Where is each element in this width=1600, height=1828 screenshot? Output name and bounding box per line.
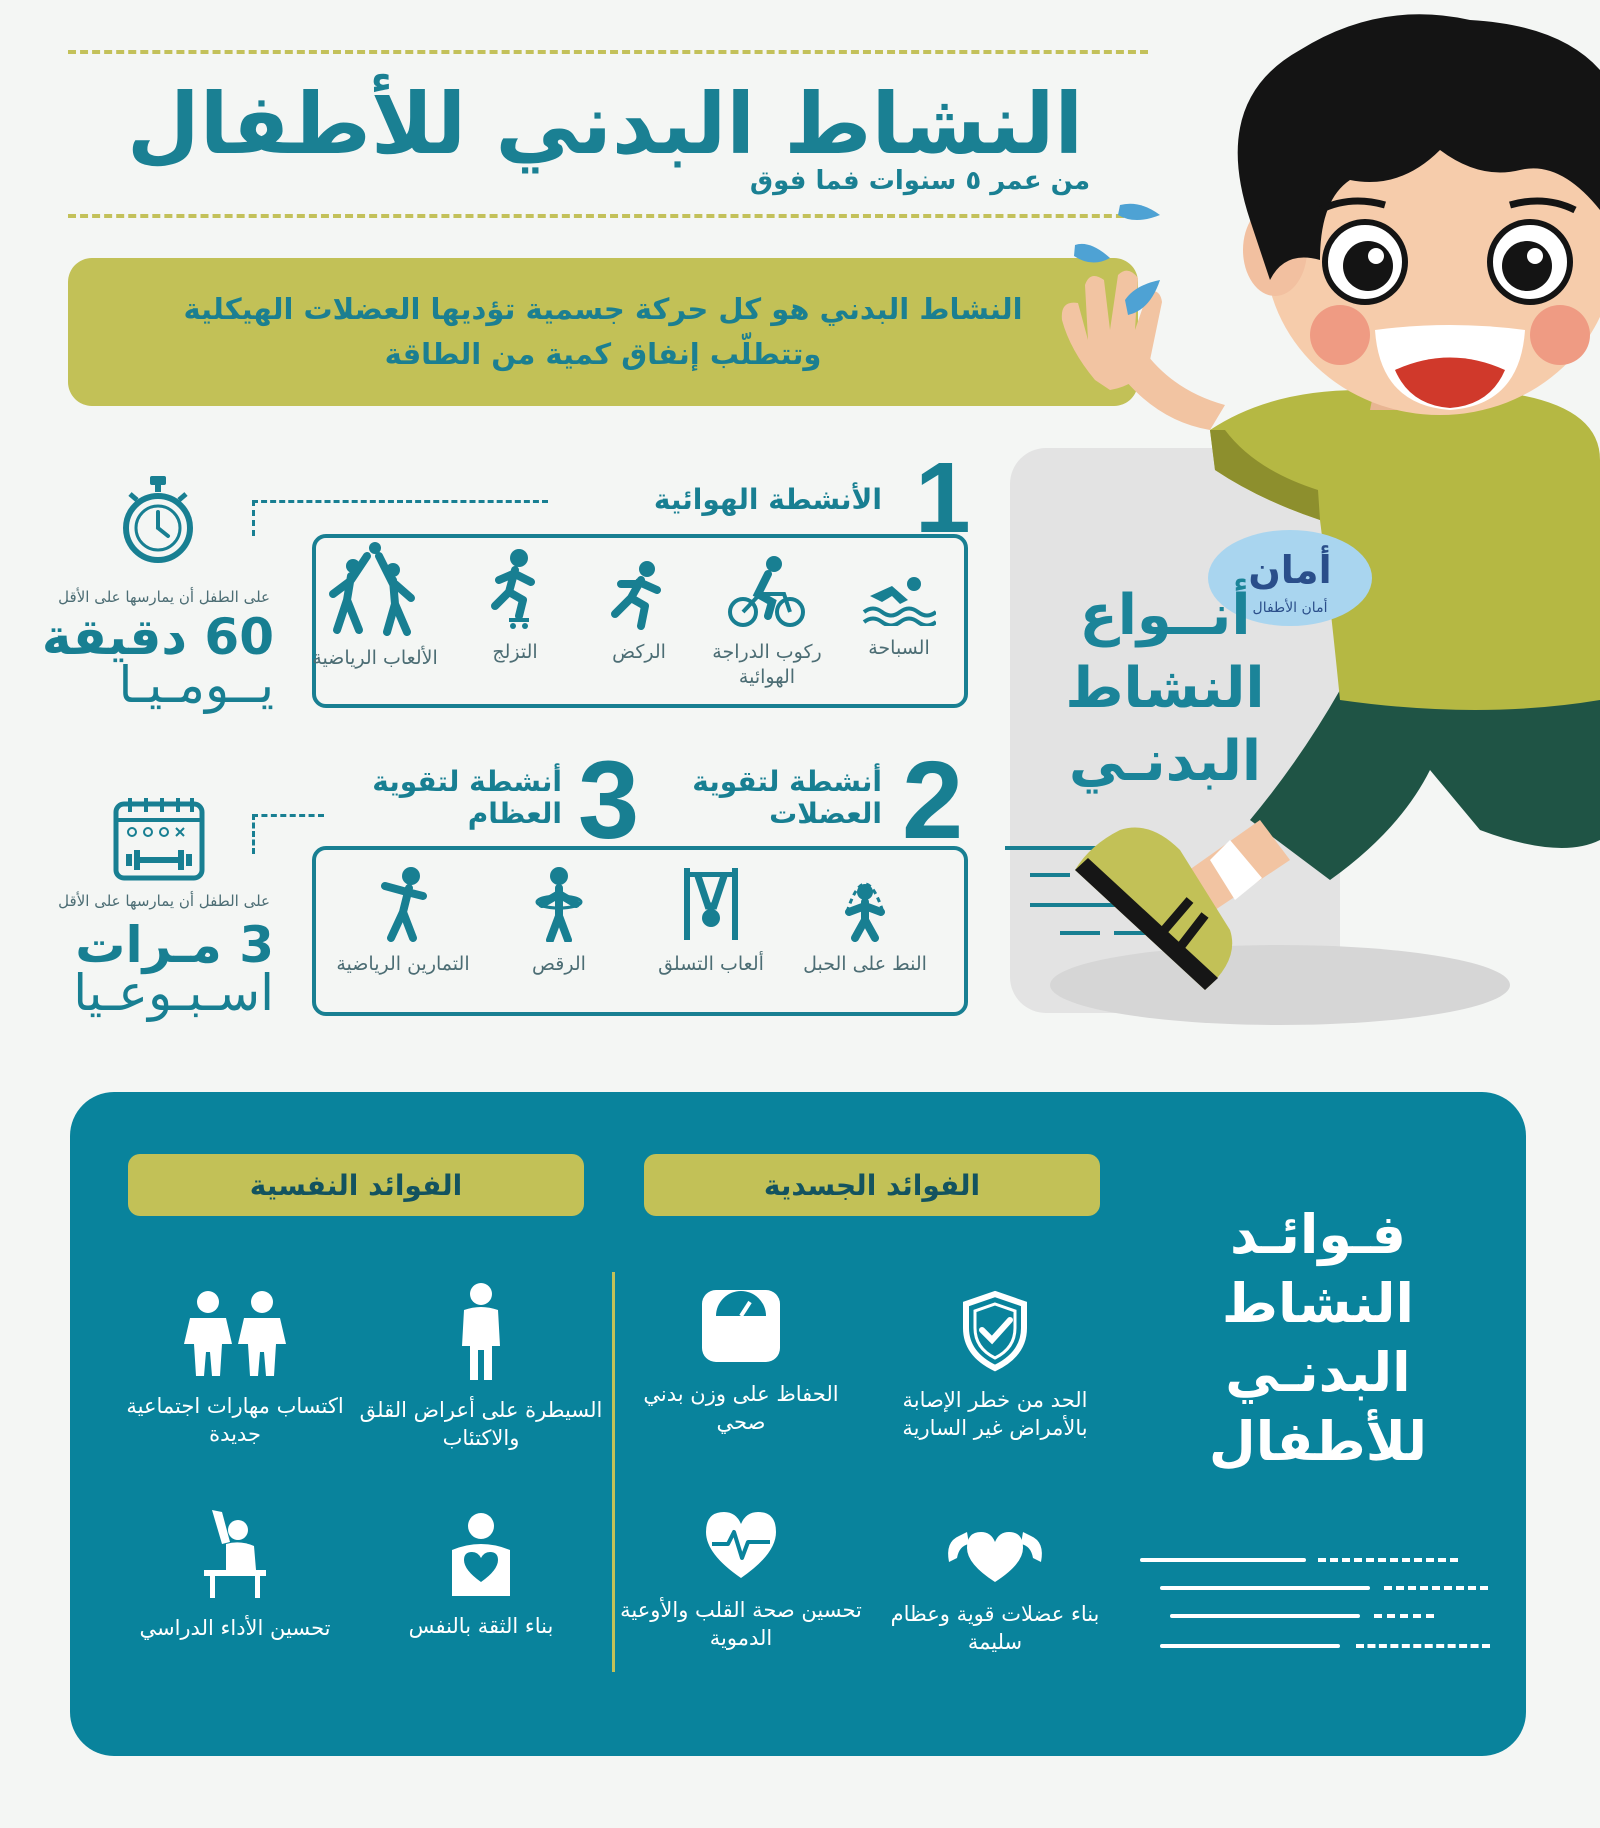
types-label: أنــواع النشاط البدنـي — [1065, 583, 1265, 794]
activity-sports-games: الألعاب الرياضية — [300, 542, 450, 671]
activity-swimming: السباحة — [824, 572, 974, 661]
bone-title: أنشطة لتقوية العظام — [372, 765, 562, 831]
swimming-icon — [862, 572, 936, 626]
activity-cycling: ركوب الدراجة الهوائية — [692, 554, 842, 689]
muscle-heart-icon — [945, 1522, 1045, 1586]
benefit-healthy-weight: الحفاظ على وزن بدني صحي — [616, 1286, 866, 1437]
benefits-divider — [612, 1272, 615, 1672]
daily-value: 60 دقيقة — [41, 608, 274, 666]
badge-logo: أمان — [1248, 548, 1332, 592]
benefit-disease-risk: الحد من خطر الإصابة بالأمراض غير السارية — [870, 1290, 1120, 1443]
psychological-benefits-heading: الفوائد النفسية — [128, 1154, 584, 1216]
activity-jump-rope: النط على الحبل — [790, 866, 940, 977]
definition-line-1: النشاط البدني هو كل حركة جسمية تؤديها العضلات الهيكلية — [183, 292, 1023, 327]
section-number-3: 3 — [578, 739, 640, 862]
exercise-icon — [373, 866, 433, 942]
aerobic-connector — [252, 500, 548, 503]
confident-person-icon — [446, 1512, 516, 1598]
boy-illustration — [1000, 0, 1600, 1040]
heart-pulse-icon — [700, 1508, 782, 1582]
activity-running: الركض — [564, 560, 714, 665]
sports-games-icon — [327, 542, 423, 636]
cycling-icon — [728, 554, 806, 630]
daily-note: على الطفل أن يمارسها على الأقل — [58, 588, 270, 606]
bottom-divider — [68, 214, 1148, 218]
benefit-muscles-bones: بناء عضلات قوية وعظام سليمة — [870, 1522, 1120, 1657]
page-title: النشاط البدني للأطفال — [126, 75, 1084, 173]
activity-climbing: ألعاب التسلق — [636, 866, 786, 977]
skating-icon — [485, 548, 545, 630]
muscle-title: أنشطة لتقوية العضلات — [692, 765, 882, 831]
speed-line — [1140, 1558, 1306, 1562]
badge-caption: أمان الأطفال — [1252, 600, 1328, 616]
benefit-academic-performance: تحسين الأداء الدراسي — [110, 1508, 360, 1642]
page-subtitle: من عمر ٥ سنوات فما فوق — [749, 166, 1091, 196]
strength-connector — [252, 814, 324, 817]
benefit-social-skills: اكتساب مهارات اجتماعية جديدة — [110, 1290, 360, 1449]
benefits-title: فـوائـد النشاط البدنـي للأطفال — [1208, 1203, 1428, 1474]
benefit-heart-health: تحسين صحة القلب والأوعية الدموية — [616, 1508, 866, 1653]
top-divider — [68, 50, 1148, 54]
definition-banner — [68, 258, 1138, 406]
daily-period: يــومـيـا — [118, 656, 274, 714]
weekly-value: 3 مـرات — [75, 916, 274, 974]
physical-benefits-heading: الفوائد الجسدية — [644, 1154, 1100, 1216]
student-desk-icon — [200, 1508, 270, 1600]
two-kids-icon — [180, 1290, 290, 1378]
running-icon — [607, 560, 671, 630]
section-number-2: 2 — [902, 739, 964, 862]
weekly-note: على الطفل أن يمارسها على الأقل — [58, 892, 270, 910]
climbing-icon — [680, 866, 742, 942]
definition-line-2: وتتطلّب إنفاق كمية من الطاقة — [384, 337, 822, 371]
benefit-self-confidence: بناء الثقة بالنفس — [356, 1512, 606, 1640]
weekly-period: اسـبـوعـيا — [73, 964, 274, 1022]
dancing-icon — [534, 866, 584, 942]
activity-exercise: التمارين الرياضية — [328, 866, 478, 977]
scale-icon — [698, 1286, 784, 1366]
activity-dancing: الرقص — [484, 866, 634, 977]
stopwatch-icon — [120, 474, 196, 566]
calendar-dumbbell-icon — [112, 794, 206, 882]
benefit-anxiety-control: السيطرة على أعراض القلق والاكتئاب — [356, 1282, 606, 1453]
section-number-1: 1 — [915, 442, 971, 554]
shield-check-icon — [960, 1290, 1030, 1372]
sad-person-icon — [456, 1282, 506, 1382]
jump-rope-icon — [837, 866, 893, 942]
activity-skating: التزلج — [440, 548, 590, 665]
aerobic-title: الأنشطة الهوائية — [653, 483, 882, 516]
